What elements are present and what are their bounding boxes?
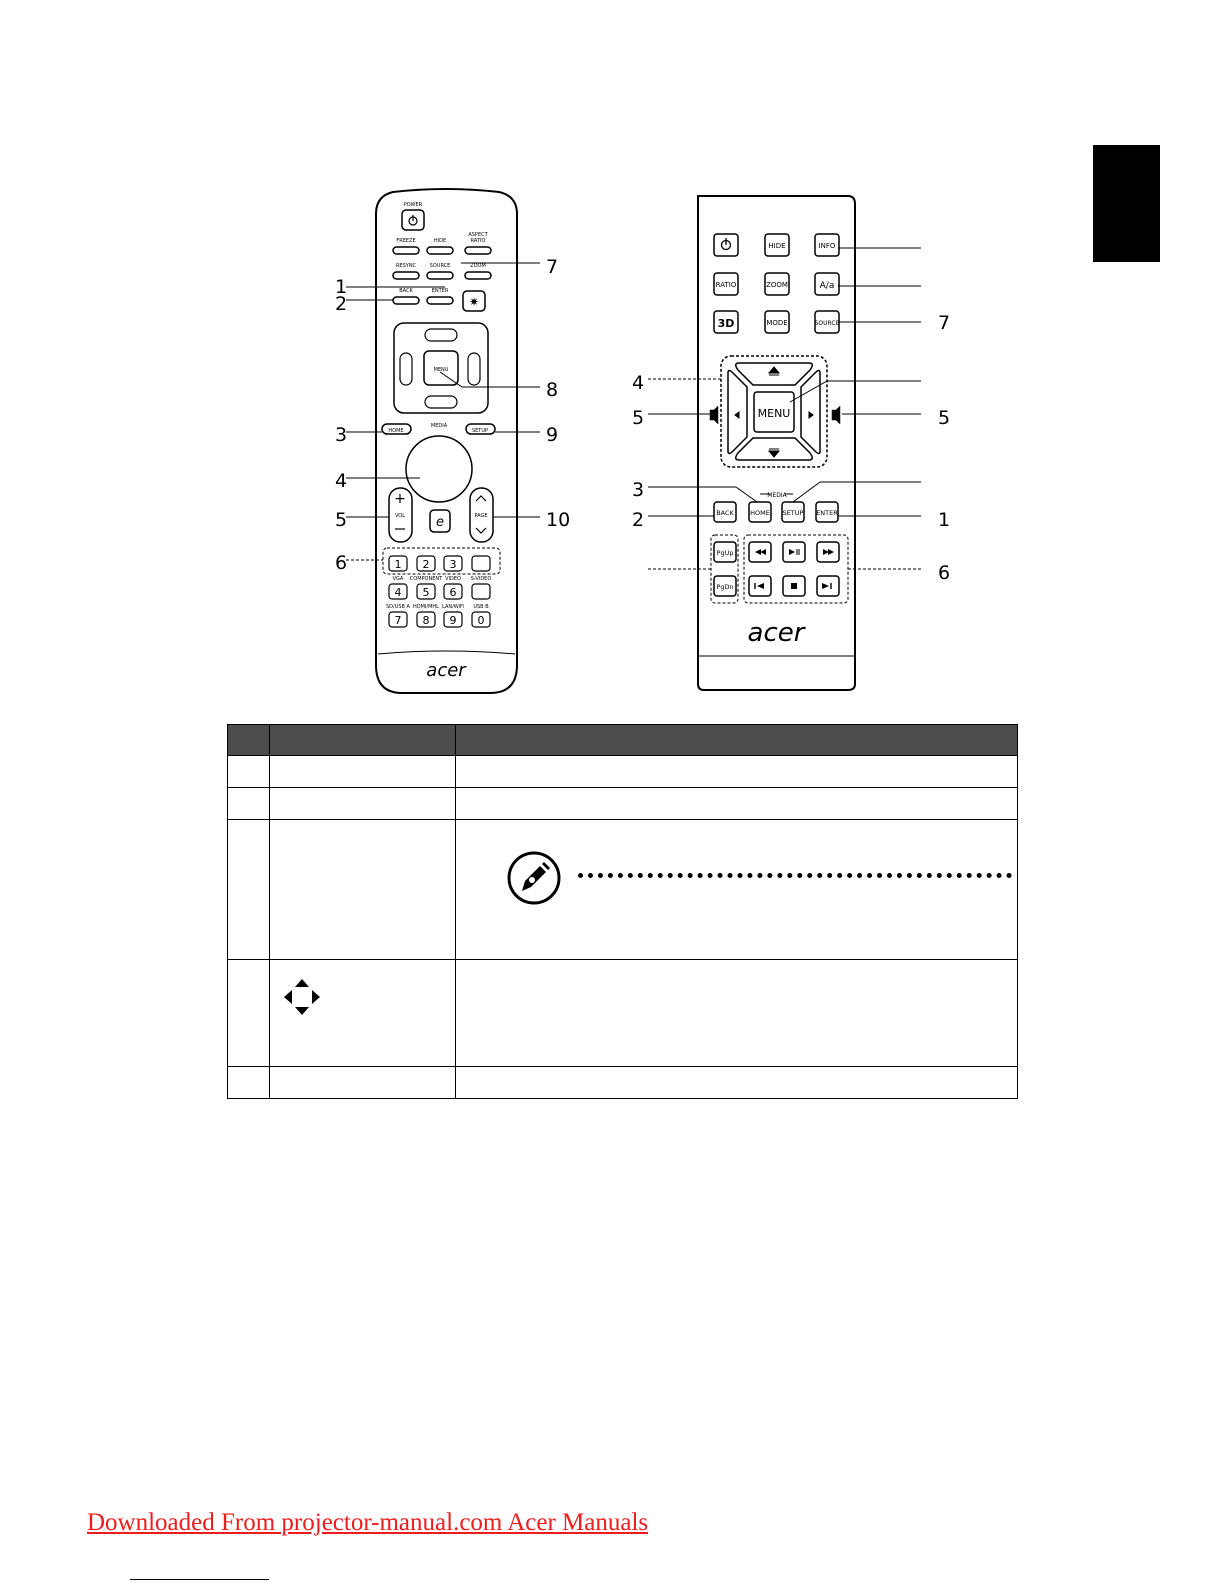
label-zoom: ZOOM [470,263,486,269]
table-cell [456,756,1018,788]
callout-1: 1 [335,276,348,298]
rlabel-pgdn: PgDn [716,583,734,591]
note-dotted-line [578,873,1012,878]
label-back: BACK [399,288,413,294]
label-source: SOURCE [429,263,451,269]
table-cell [228,960,270,1067]
label-s-video: S-VIDEO [470,576,492,582]
rlabel-source: SOURCE [814,320,840,327]
key-1: 1 [394,558,402,571]
right-remote-labels [716,242,840,648]
table-cell [270,788,456,820]
table-row [228,960,1018,1067]
rcallout-4: 4 [632,372,645,394]
key-2: 2 [422,558,430,571]
label-enter: ENTER [431,288,449,294]
rcallout-5-left: 5 [632,407,645,429]
table-cell [228,820,270,960]
callout-9: 9 [546,424,559,446]
left-remote-labels [386,202,491,610]
rcallout-5-right: 5 [938,407,951,429]
key-0: 0 [477,614,485,627]
table-cell [456,960,1018,1067]
label-hide: HIDE [433,238,447,244]
left-remote-callouts [335,256,570,574]
label-component: COMPONENT [409,576,443,582]
rlabel-home: HOME [750,509,770,517]
table-cell [456,1067,1018,1099]
note-pen-icon [507,851,561,905]
rcallout-7: 7 [938,312,951,334]
four-direction-arrows-icon [282,977,322,1017]
rcallout-2: 2 [632,509,645,531]
label-menu: MENU [433,367,449,373]
rcallout-3: 3 [632,479,645,501]
rcallout-6: 6 [938,562,951,584]
label-ratio: RATIO [470,238,486,244]
callout-3: 3 [335,424,348,446]
rlabel-hide: HIDE [768,242,786,250]
callout-8: 8 [546,379,559,401]
rlabel-3d: 3D [717,317,735,330]
rlabel-mode: MODE [766,319,788,327]
key-8: 8 [422,614,430,627]
rlabel-zoom: ZOOM [766,281,788,289]
rlabel-info: INFO [818,242,836,250]
label-vol: VOL [394,513,406,519]
label-resync: RESYNC [395,263,417,269]
brand-logo-right: acer [747,618,805,648]
callout-4: 4 [335,470,348,492]
table-cell [228,788,270,820]
svg-text:✷: ✷ [468,295,480,309]
label-setup: SETUP [471,428,489,434]
table-cell [270,756,456,788]
label-hdmi-mhl: HDMI/MHL [413,604,439,610]
table-row [228,756,1018,788]
rlabel-setup: SETUP [782,509,804,517]
header-cell [456,725,1018,756]
label-home: HOME [388,428,404,434]
header-cell [228,725,270,756]
callout-5: 5 [335,509,348,531]
function-table [227,724,1018,1099]
svg-text:+: + [394,491,406,507]
table-cell [228,1067,270,1099]
footer-rule [130,1579,269,1580]
label-aspect: ASPECT [468,232,488,238]
rlabel-ratio: RATIO [715,281,737,289]
label-page: PAGE [474,513,488,519]
label-usb-b: USB B [473,604,489,610]
key-4: 4 [394,586,402,599]
table-row [228,820,1018,960]
right-remote-callouts [632,312,950,584]
callout-2: 2 [335,293,348,315]
remote-controls-illustration [0,0,1225,715]
svg-text:e: e [436,515,444,530]
callout-6: 6 [335,552,348,574]
label-media: MEDIA [430,423,448,429]
label-video: VIDEO [445,576,461,582]
label-freeze: FREEZE [396,238,416,244]
table-header-row [228,725,1018,756]
callout-10: 10 [546,509,571,531]
right-remote [648,196,921,690]
key-3: 3 [449,558,457,571]
key-9: 9 [449,614,457,627]
rlabel-media: MEDIA [767,492,787,499]
table-row [228,1067,1018,1099]
table-row [228,788,1018,820]
callout-7: 7 [546,256,559,278]
rlabel-back: BACK [716,509,734,517]
key-6: 6 [449,586,457,599]
rlabel-enter: ENTER [816,509,838,517]
label-sd-usb-a: SD/USB A [386,604,410,610]
footer-download-link[interactable]: Downloaded From projector-manual.com Acer Manuals [87,1509,649,1536]
table-cell [270,820,456,960]
label-power: POWER [403,202,423,208]
label-vga: VGA [392,576,404,582]
label-lan-wifi: LAN/WiFi [442,604,464,610]
key-5: 5 [422,586,430,599]
brand-logo-left: acer [426,660,466,681]
rlabel-menu: MENU [757,407,791,420]
rlabel-aa: A/a [819,281,835,291]
table-cell [228,756,270,788]
table-cell [270,1067,456,1099]
key-7: 7 [394,614,402,627]
rlabel-pgup: PgUp [716,549,734,557]
rcallout-1: 1 [938,509,951,531]
table-cell [456,788,1018,820]
header-cell [270,725,456,756]
